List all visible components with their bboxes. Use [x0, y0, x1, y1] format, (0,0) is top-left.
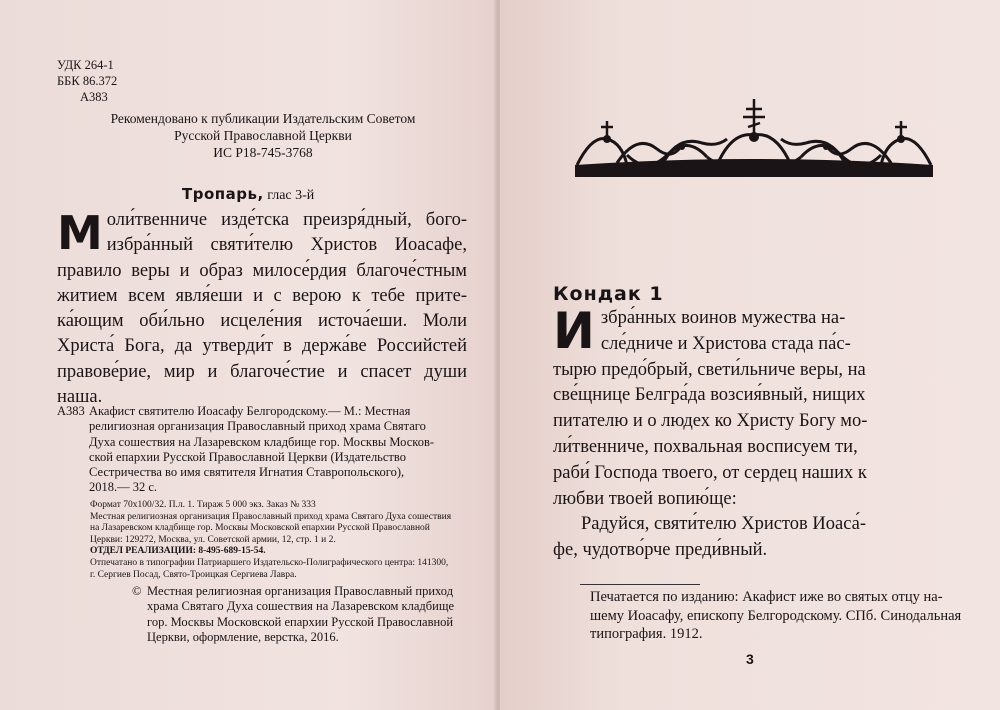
troparion-line: житием всем явля́еши и с верою к тебе прите- [57, 285, 467, 306]
kondak-refrain-line: фе, чудотво́рче преди́вный. [553, 540, 768, 561]
kondak-line: питателю и о людех ко Христу Богу мо- [553, 411, 868, 432]
technical-line: Отпечатано в типографии Патриаршего Издательско-Полиграфического центра: 141300, [90, 557, 449, 568]
kondak-dropcap: И [553, 302, 595, 360]
technical-info [90, 500, 470, 581]
technical-line: на Лазаревском кладбище гор. Москвы Московской епархии Русской Православной [90, 523, 430, 534]
kondak-line: раби́ Господа твоего, от сердец наших к [553, 462, 867, 483]
technical-line: г. Сергиев Посад, Свято-Троицкая Сергиева Лавра. [90, 569, 297, 580]
copyright-line: гор. Москвы Московской епархии Русской Православной [147, 614, 454, 629]
technical-line: Формат 70х100/32. П.л. 1. Тираж 5 000 экз. Заказ № 333 [90, 500, 316, 510]
troparion-tone: глас 3-й [267, 188, 315, 203]
kondak-line: збра́нных воинов мужества на- [600, 308, 846, 328]
bibliographic-code: А383 [57, 404, 85, 418]
bibliographic-line: Сестричества во имя святителя Игнатия Ставропольского), [89, 465, 405, 480]
source-note-line: типография. 1912. [590, 626, 703, 642]
troparion-line: Христа́ Бога, да утверди́т в держа́ве Российстей [57, 336, 467, 357]
bibliographic-line: ской епархии Русской Православной Церкви (Издательство [89, 449, 406, 464]
kondak-title: Кондак 1 [553, 283, 664, 305]
kondak-line: све́щнице Белгра́да возсия́вный, нищих [553, 385, 866, 406]
interlace-ornament-icon [567, 95, 941, 185]
bibliographic-line: Духа сошествия на Лазаревском кладбище гор. Москвы Москов- [89, 434, 435, 449]
recommendation [88, 110, 438, 161]
source-note-line: шему Иоасафу, епископу Белгородскому. СПб. Синодальная [590, 607, 962, 624]
technical-line: Церкви: 129272, Москва, ул. Советской армии, 12, стр. 1 и 2. [90, 534, 336, 545]
copyright-notice [90, 584, 480, 645]
recommendation-line: ИС Р18-745-3768 [213, 145, 313, 160]
copyright-line: Местная религиозная организация Православный приход [147, 584, 454, 598]
udk-code: УДК 264-1 [57, 58, 114, 72]
bibliographic-line: религиозная организация Православный приход храма Святаго [89, 419, 426, 434]
copyright-line: Церкви, оформление, верстка, 2016. [147, 629, 339, 644]
technical-line: Местная религиозная организация Православный приход храма Святаго Духа сошествия [90, 511, 452, 522]
troparion-line: правове́рие, мир и благоче́стие и спасет души [57, 361, 467, 382]
source-note [590, 588, 962, 644]
copyright-symbol: © [132, 584, 142, 598]
troparion-line: наша. [57, 387, 103, 408]
copyright-line: храма Святаго Духа сошествия на Лазаревском кладбище [147, 599, 454, 614]
recommendation-line: Русской Православной Церкви [174, 128, 352, 143]
bbk-code: ББК 86.372 [57, 74, 118, 88]
troparion-text [57, 208, 467, 410]
footnote-divider [580, 584, 700, 585]
kondak-refrain-line: Радуйся, святи́телю Христов Иоаса́- [581, 514, 867, 535]
kondak-line: сле́дниче и Христова стада па́с- [600, 333, 851, 354]
troparion-title: Тропарь, [182, 185, 264, 203]
troparion-line: правило веры и образ милосе́рдия благоче́стным [57, 260, 467, 281]
recommendation-line: Рекомендовано к публикации Издательским Советом [110, 111, 416, 126]
author-sign: А383 [80, 90, 108, 104]
bibliographic-line: Акафист святителю Иоасафу Белгородскому.— М.: Местная [89, 404, 411, 418]
bibliographic-record [57, 404, 475, 496]
kondak-text [553, 302, 938, 564]
page-number: 3 [746, 651, 754, 667]
left-page [0, 0, 496, 710]
kondak-line: тырю предо́брый, свети́льниче веры, на [553, 359, 866, 380]
kondak-line: любви твоей вопию́ще: [553, 488, 737, 509]
sales-department-line: ОТДЕЛ РЕАЛИЗАЦИИ: 8-495-689-15-54. [90, 546, 266, 557]
kondak-line: ли́твенниче, похвальная восписуем ти, [553, 436, 858, 457]
troparion-line: избра́нный святи́телю Христов Иоасафе, [106, 235, 467, 256]
troparion-line: оли́твенниче изде́тска преизря́дный, бого- [106, 210, 467, 230]
troparion-line: ка́ющим оби́льно исцеле́ния источа́еши. Моли [57, 311, 467, 332]
source-note-line: Печатается по изданию: Акафист иже во святых отцу на- [590, 589, 943, 605]
troparion-heading [182, 185, 314, 204]
bibliographic-line: 2018.— 32 с. [89, 480, 158, 495]
troparion-dropcap: М [57, 206, 103, 260]
